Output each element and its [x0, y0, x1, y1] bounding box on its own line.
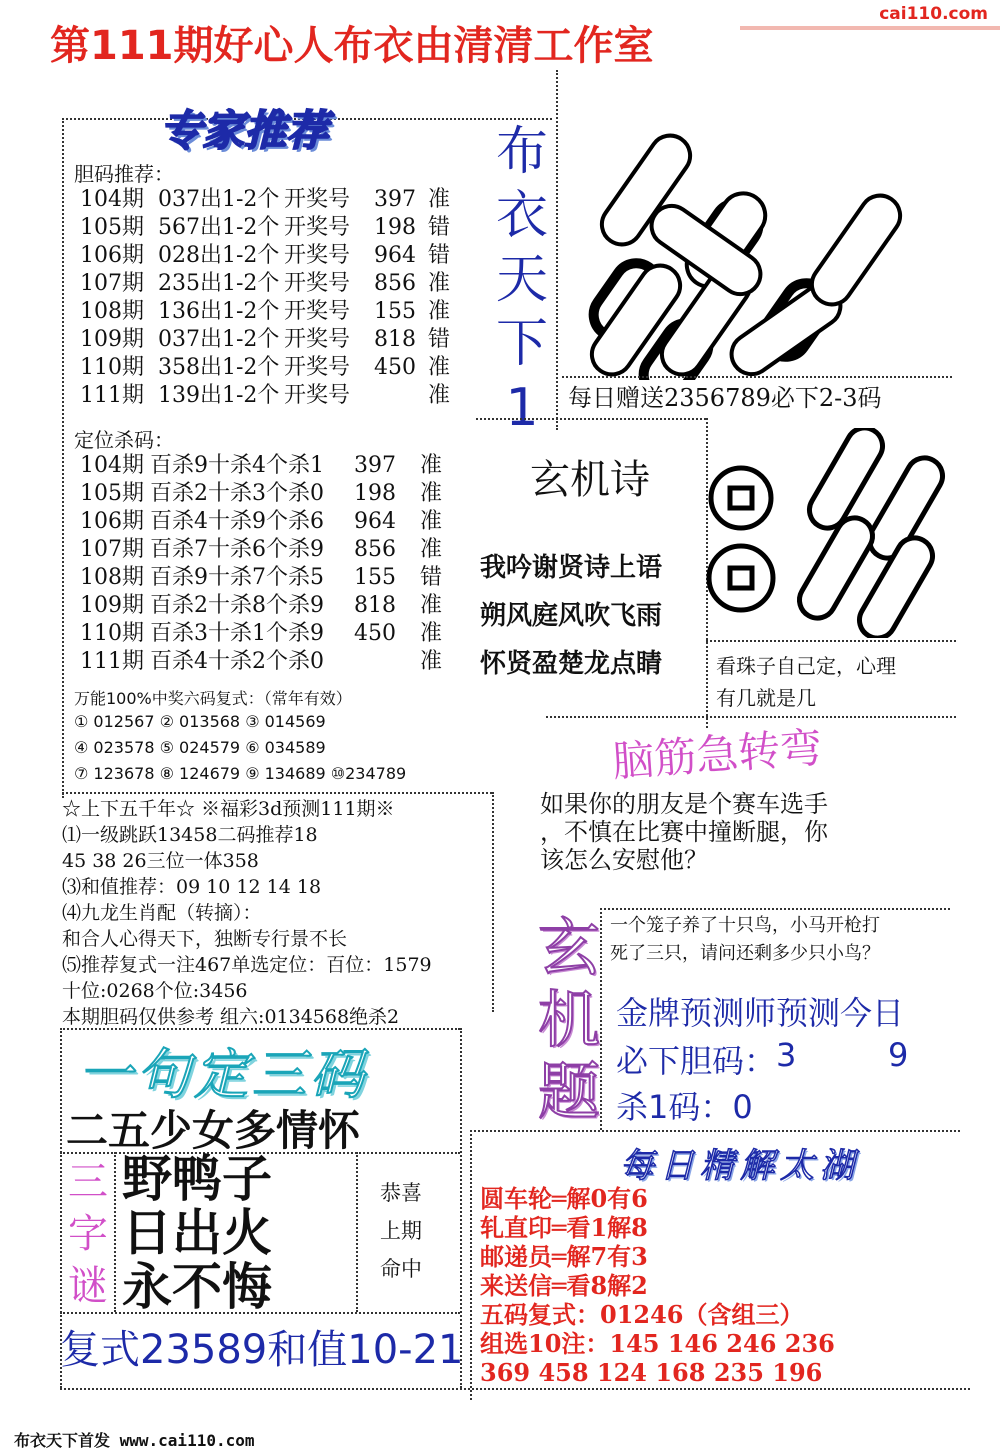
pick-cell: 139出1-2个 — [158, 383, 280, 408]
issue-cell: 110期 — [80, 355, 144, 380]
table-row — [80, 270, 480, 298]
riddle-top — [546, 716, 956, 718]
result-cell: 准 — [420, 509, 443, 534]
wanneng-line-3: ⑦ 123678 ⑧ 124679 ⑨ 134689 ⑩234789 — [74, 764, 407, 783]
pick-cell: 百杀9十杀7个杀5 — [150, 565, 324, 590]
must-b: 9 — [888, 1036, 909, 1074]
xuanji-question — [610, 912, 880, 968]
issue-cell: 106期 — [80, 243, 144, 268]
note-top — [706, 640, 956, 642]
xuanji-char: 题 — [537, 1055, 600, 1128]
question-line: 一个笼子养了十只鸟，小马开枪打 — [610, 915, 880, 936]
sanzimi-char: 字 — [68, 1211, 108, 1257]
riddle-title: 脑筋急转弯 — [610, 722, 824, 787]
number-cell: 856 — [374, 271, 416, 296]
buyi-char: 天 — [495, 250, 548, 310]
taihu-line: 邮递员═解7有3 — [480, 1242, 648, 1271]
note-line: 看珠子自己定，心理 — [716, 654, 896, 678]
yiju-footer-top — [60, 1312, 460, 1314]
issue-cell: 111期 — [80, 383, 144, 408]
result-cell: 准 — [428, 299, 451, 324]
table-row — [80, 564, 480, 592]
table-row — [80, 326, 480, 354]
number-cell: 964 — [374, 243, 416, 268]
issue-cell: 107期 — [80, 271, 144, 296]
table-row — [80, 620, 480, 648]
sanzimi-vertical — [64, 1156, 112, 1312]
yiju-top — [60, 1028, 460, 1030]
table-row — [80, 592, 480, 620]
poem-title: 玄机诗 — [530, 457, 650, 503]
riddle3-item: 永不悔 — [122, 1258, 272, 1316]
open-label-cell: 开奖号 — [284, 215, 351, 240]
history-line: ☆上下五千年☆ ※福彩3d预测111期※ — [62, 798, 395, 820]
riddle-line: 如果你的朋友是个赛车选手 — [540, 790, 828, 818]
open-label-cell: 开奖号 — [284, 355, 351, 380]
pick-cell: 567出1-2个 — [158, 215, 280, 240]
yiju-phrase: 二五少女多情怀 — [66, 1106, 361, 1155]
issue-cell: 104期 — [80, 453, 144, 478]
number-cell: 198 — [354, 481, 396, 506]
pick-cell: 百杀4十杀9个杀6 — [150, 509, 324, 534]
xuanji-char: 玄 — [537, 911, 600, 984]
pick-cell: 037出1-2个 — [158, 327, 280, 352]
pick-cell: 百杀7十杀6个杀9 — [150, 537, 324, 562]
number-cell: 450 — [354, 621, 396, 646]
number-cell: 397 — [354, 453, 396, 478]
taihu-line: 圆车轮═解0有6 — [480, 1184, 648, 1213]
open-label-cell: 开奖号 — [284, 383, 351, 408]
table-row — [80, 508, 480, 536]
issue-cell: 108期 — [80, 299, 144, 324]
issue-cell: 105期 — [80, 215, 144, 240]
pick-cell: 235出1-2个 — [158, 271, 280, 296]
kill-label: 定位杀码： — [74, 428, 174, 452]
riddle-text — [540, 790, 828, 874]
history-right — [492, 792, 494, 1012]
issue-cell: 109期 — [80, 327, 144, 352]
table-row — [80, 354, 480, 382]
pick-cell: 037出1-2个 — [158, 187, 280, 212]
issue-cell: 109期 — [80, 593, 144, 618]
danma-label: 胆码推荐： — [74, 162, 174, 186]
table-row — [80, 382, 480, 410]
wanneng-label: 万能100%中奖六码复式：（常年有效） — [74, 689, 352, 708]
result-cell: 准 — [428, 383, 451, 408]
poem-line: 朔风庭风吹飞雨 — [480, 601, 663, 631]
taihu-line: 五码复式：01246（含组三） — [480, 1300, 804, 1329]
table-row — [80, 536, 480, 564]
table-row — [80, 648, 480, 676]
congrats-line: 恭喜 — [380, 1181, 422, 1205]
riddle-line: 该怎么安慰他？ — [540, 846, 708, 874]
congrats-sep — [356, 1152, 358, 1312]
poem-top — [476, 418, 706, 420]
site-link[interactable]: cai110.com — [879, 4, 988, 24]
pick-cell: 136出1-2个 — [158, 299, 280, 324]
wanneng-line-1: ① 012567 ② 013568 ③ 014569 — [74, 712, 326, 731]
tile-mask — [740, 40, 1000, 180]
buyi-char: 布 — [495, 122, 548, 182]
issue-cell: 110期 — [80, 621, 144, 646]
history-line: 和合人心得天下，独断专行景不长 — [62, 928, 348, 950]
table-row — [80, 242, 480, 270]
taihu-line: 轧直印═看1解8 — [480, 1213, 648, 1242]
yiju-bottom — [60, 1388, 970, 1390]
taihu-top — [470, 1130, 960, 1132]
pick-cell: 百杀9十杀4个杀1 — [150, 453, 324, 478]
riddle3-item: 日出火 — [122, 1204, 272, 1262]
result-cell: 错 — [428, 215, 451, 240]
kill-table — [80, 452, 480, 676]
taihu-lines — [480, 1184, 835, 1387]
result-cell: 错 — [428, 327, 451, 352]
issue-cell: 111期 — [80, 649, 144, 674]
result-cell: 准 — [428, 187, 451, 212]
sanzimi-char: 谜 — [68, 1263, 108, 1309]
result-cell: 准 — [420, 621, 443, 646]
pick-cell: 百杀4十杀2个杀0 — [150, 649, 324, 674]
number-cell: 450 — [374, 355, 416, 380]
kill-value: 0 — [732, 1088, 753, 1126]
daily-gift: 每日赠送2356789必下2-3码 — [568, 384, 882, 412]
history-line: ⑸推荐复式一注467单选定位：百位：1579 — [62, 954, 432, 976]
question-line: 死了三只，请问还剩多少只小鸟？ — [610, 943, 880, 964]
congrats-line: 上期 — [380, 1219, 422, 1243]
table-row — [80, 186, 480, 214]
page-title: 第111期好心人布衣由清清工作室 — [50, 23, 654, 69]
issue-cell: 105期 — [80, 481, 144, 506]
kill-row — [616, 1082, 753, 1128]
note-line: 有几就是几 — [716, 686, 816, 710]
danma-table — [80, 186, 480, 410]
open-label-cell: 开奖号 — [284, 327, 351, 352]
result-cell: 准 — [420, 593, 443, 618]
expert-heading: 专家推荐 — [160, 106, 329, 155]
table-row — [80, 452, 480, 480]
number-cell: 964 — [354, 509, 396, 534]
table-row — [80, 214, 480, 242]
result-cell: 错 — [420, 565, 443, 590]
yiju-title: 一句定三码 — [78, 1043, 368, 1106]
table-row — [80, 298, 480, 326]
xuanji-top — [600, 908, 950, 910]
riddle3-sep — [114, 1152, 116, 1312]
riddle3-item: 野鸭子 — [122, 1150, 272, 1208]
number-cell: 198 — [374, 215, 416, 240]
result-cell: 准 — [428, 271, 451, 296]
taihu-line: 组选10注：145 146 246 236 — [480, 1329, 835, 1358]
taihu-line: 来送信═看8解2 — [480, 1271, 648, 1300]
taihu-title: 每日精解太湖 — [620, 1146, 860, 1186]
congrats-line: 命中 — [380, 1257, 422, 1281]
poem-line: 怀贤盈楚龙点睛 — [480, 649, 663, 679]
result-cell: 错 — [428, 243, 451, 268]
open-label-cell: 开奖号 — [284, 187, 351, 212]
must-a: 3 — [776, 1036, 797, 1074]
history-top — [62, 792, 492, 794]
result-cell: 准 — [420, 537, 443, 562]
history-line: 本期胆码仅供参考 组六:0134568绝杀2 — [62, 1006, 400, 1028]
result-cell: 准 — [420, 453, 443, 478]
open-label-cell: 开奖号 — [284, 299, 351, 324]
issue-cell: 106期 — [80, 509, 144, 534]
table-row — [80, 480, 480, 508]
must-label: 必下胆码： — [616, 1042, 777, 1080]
history-line: 十位:0268个位:3456 — [62, 980, 248, 1002]
poem-lines — [480, 544, 662, 688]
xuanji-vertical — [534, 912, 604, 1128]
buyi-char: 衣 — [495, 186, 548, 246]
number-cell: 155 — [354, 565, 396, 590]
kill-label: 杀1码： — [616, 1088, 733, 1126]
open-label-cell: 开奖号 — [284, 243, 351, 268]
expert-box-left — [62, 118, 64, 798]
pick-cell: 百杀2十杀8个杀9 — [150, 593, 324, 618]
issue-cell: 104期 — [80, 187, 144, 212]
history-line: 45 38 26三位一体358 — [62, 850, 259, 872]
history-line: ⑶和值推荐：09 10 12 14 18 — [62, 876, 322, 898]
number-cell: 397 — [374, 187, 416, 212]
gold-title: 金牌预测师预测今日 — [616, 994, 905, 1032]
number-cell: 856 — [354, 537, 396, 562]
poem-line: 我吟谢贤诗上语 — [480, 553, 663, 583]
pick-cell: 百杀2十杀3个杀0 — [150, 481, 324, 506]
number-cell: 155 — [374, 299, 416, 324]
page-footer: 布衣天下首发 www.cai110.com — [14, 1431, 255, 1450]
result-cell: 准 — [428, 355, 451, 380]
result-cell: 准 — [420, 481, 443, 506]
riddle3-list — [122, 1152, 272, 1314]
number-cell: 818 — [374, 327, 416, 352]
history-line: ⑴一级跳跃13458二码推荐18 — [62, 824, 318, 846]
pick-cell: 358出1-2个 — [158, 355, 280, 380]
buyi-char: 1 — [505, 378, 539, 438]
issue-cell: 107期 — [80, 537, 144, 562]
riddle-line: ，不慎在比赛中撞断腿，你 — [540, 818, 828, 846]
congrats — [380, 1174, 422, 1288]
pick-cell: 028出1-2个 — [158, 243, 280, 268]
header-bar — [740, 26, 1000, 30]
expert-box-right — [556, 70, 558, 430]
buyi-vertical — [492, 120, 552, 440]
history-line: ⑷九龙生肖配（转摘）： — [62, 902, 262, 924]
number-cell: 818 — [354, 593, 396, 618]
must-row — [616, 1036, 909, 1082]
sanzimi-char: 三 — [68, 1159, 108, 1205]
history-list — [62, 796, 432, 1030]
result-cell: 准 — [420, 649, 443, 674]
open-label-cell: 开奖号 — [284, 271, 351, 296]
poem-note — [716, 650, 896, 714]
wanneng-line-2: ④ 023578 ⑤ 024579 ⑥ 034589 — [74, 738, 326, 757]
mahjong-tile-image-2 — [706, 428, 956, 638]
taihu-line: 369 458 124 168 235 196 — [480, 1358, 823, 1387]
yiju-footer: 复式23589和值10-21 — [60, 1327, 464, 1373]
xuanji-char: 机 — [537, 983, 600, 1056]
buyi-char: 下 — [495, 314, 548, 374]
taihu-left — [470, 1130, 472, 1400]
pick-cell: 百杀3十杀1个杀9 — [150, 621, 324, 646]
issue-cell: 108期 — [80, 565, 144, 590]
